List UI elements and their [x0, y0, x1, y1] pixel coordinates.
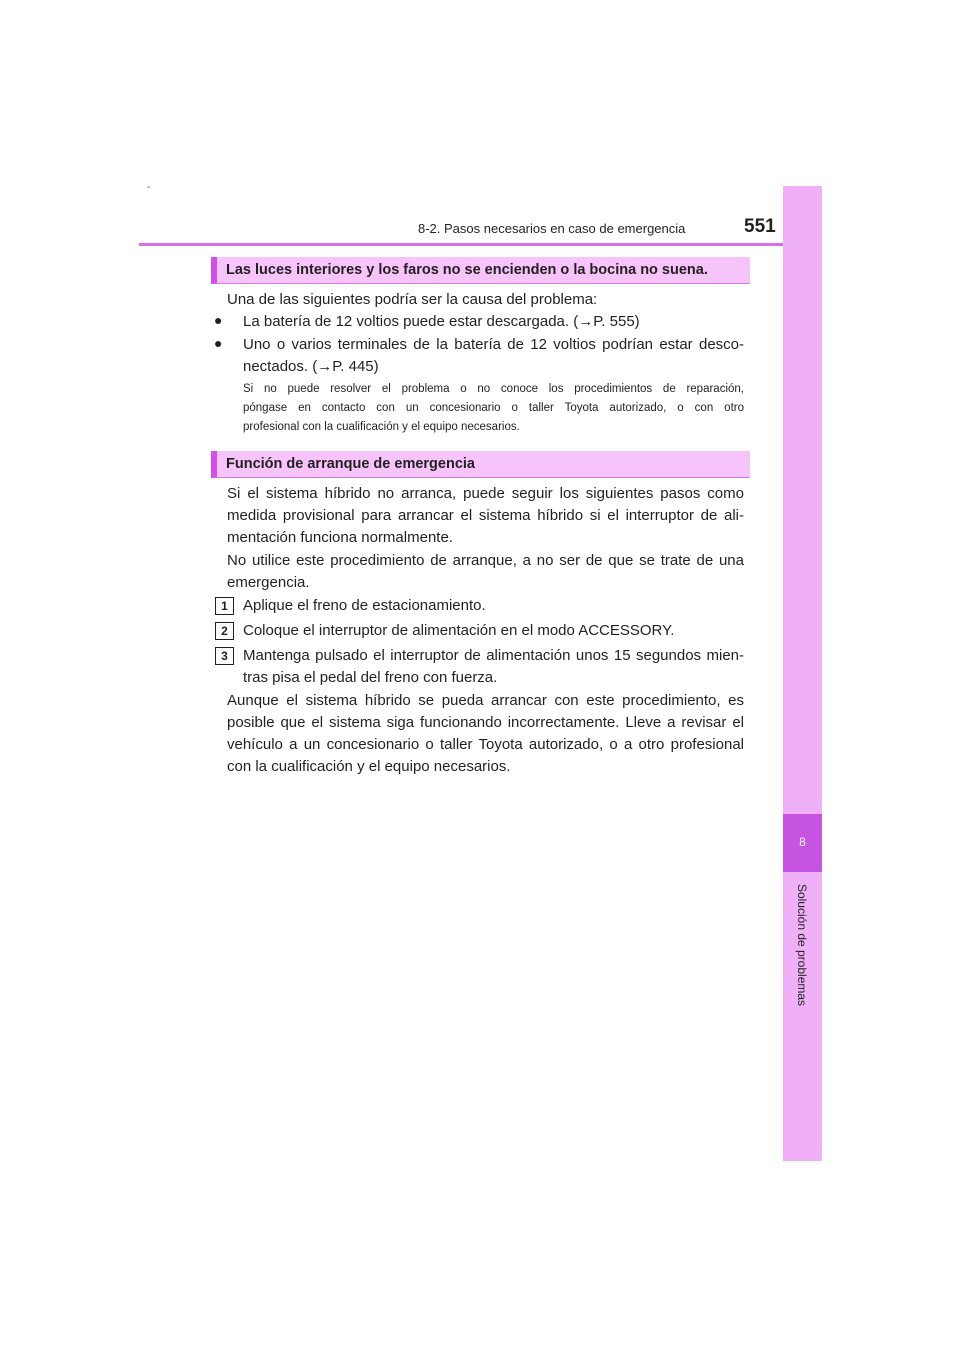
bullet-terminals-line1: Uno o varios terminales de la batería de 12 voltios podrían estar desco- — [243, 336, 744, 353]
step-3-text-line1: Mantenga pulsado el interruptor de alimentación unos 15 segundos mien- — [243, 647, 744, 664]
p2-line2: emergencia. — [227, 574, 310, 591]
chapter-label: Solución de problemas — [795, 883, 809, 1007]
section-heading-emergency-start-title: Función de arranque de emergencia — [226, 456, 475, 472]
step-number-2: 2 — [215, 622, 234, 640]
step-number-3: 3 — [215, 647, 234, 665]
chapter-side-tab — [783, 186, 822, 1161]
bullet-icon: ● — [214, 335, 223, 351]
section-heading-lights — [211, 257, 750, 284]
p1-line2: medida provisional para arrancar el sistema híbrido si el interruptor de ali- — [227, 507, 744, 524]
p3-line3: vehículo a un concesionario o taller Toyota autorizado, o a otro profesional — [227, 736, 744, 753]
section-heading-lights-title: Las luces interiores y los faros no se encienden o la bocina no suena. — [226, 262, 708, 278]
bullet-terminals-line2: nectados. (→P. 445) — [243, 358, 379, 375]
running-header: 8-2. Pasos necesarios en caso de emergencia — [418, 221, 686, 236]
note-line2: póngase en contacto con un concesionario o taller Toyota autorizado, o con otro — [243, 402, 744, 414]
p1-line1: Si el sistema híbrido no arranca, puede seguir los siguientes pasos como — [227, 485, 744, 502]
p2-line1: No utilice este procedimiento de arranque, a no ser de que se trate de una — [227, 552, 744, 569]
header-dash: - — [147, 182, 151, 193]
section-heading-emergency-start — [211, 451, 750, 478]
note-line3: profesional con la cualificación y el equipo necesarios. — [243, 421, 520, 433]
note-line1: Si no puede resolver el problema o no conoce los procedimientos de reparación, — [243, 383, 744, 395]
chapter-number: 8 — [799, 835, 806, 849]
bullet-icon: ● — [214, 312, 223, 328]
step-3-text-line2: tras pisa el pedal del freno con fuerza. — [243, 669, 498, 686]
p1-line3: mentación funciona normalmente. — [227, 529, 453, 546]
page-number: 551 — [744, 216, 776, 237]
chapter-number-tab — [783, 814, 822, 872]
p3-line1: Aunque el sistema híbrido se pueda arrancar con este procedimiento, es — [227, 692, 744, 709]
step-number-1: 1 — [215, 597, 234, 615]
section1-intro: Una de las siguientes podría ser la causa del problema: — [227, 291, 598, 308]
bullet-battery-discharged: La batería de 12 voltios puede estar descargada. (→P. 555) — [243, 313, 640, 330]
step-1-text: Aplique el freno de estacionamiento. — [243, 597, 486, 614]
p3-line4: con la cualificación y el equipo necesarios. — [227, 758, 511, 775]
p3-line2: posible que el sistema siga funcionando incorrectamente. Lleve a revisar el — [227, 714, 744, 731]
step-2-text: Coloque el interruptor de alimentación en el modo ACCESSORY. — [243, 622, 675, 639]
header-rule — [139, 243, 822, 246]
